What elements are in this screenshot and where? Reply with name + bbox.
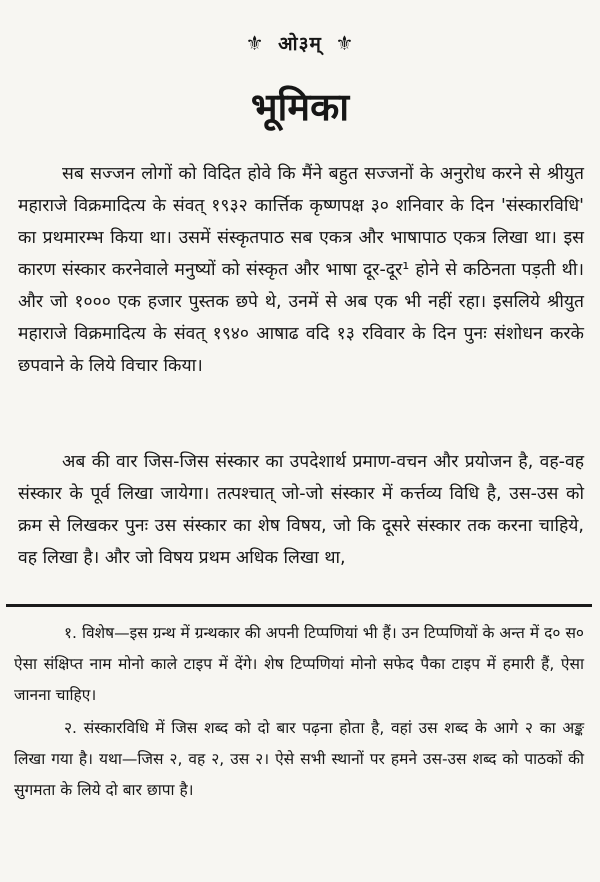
footnote-divider — [6, 604, 592, 607]
body-paragraph-2: अब की वार जिस-जिस संस्कार का उपदेशार्थ प्रमाण-वचन और प्रयोजन है, वह-वह संस्कार के पूर्व लिखा जायेगा। तत्पश्चात् जो-जो संस्कार में कर्त्तव्य विधि है, उस-उस को क्रम से लिखकर पुनः उस संस्कार का शेष विषय, जो कि दूसरे संस्कार तक करना चाहिये, वह लिखा है। और जो विषय प्रथम अधिक लिखा था, — [18, 452, 584, 568]
footnote-2: २. संस्कारविधि में जिस शब्द को दो बार पढ़ना होता है, वहां उस शब्द के आगे २ का अङ्क लिखा गया है। यथा—जिस २, वह २, उस २। ऐसे सभी स्थानों पर हमने उस-उस शब्द को पाठकों की सुगमता के लिये दो बार छापा है। — [14, 719, 584, 799]
fleur-de-lis-right-icon: ⚜ — [335, 31, 355, 55]
page-title: भूमिका — [250, 85, 350, 129]
fleur-de-lis-left-icon: ⚜ — [245, 31, 265, 55]
footnote-1: १. विशेष—इस ग्रन्थ में ग्रन्थकार की अपनी टिप्पणियां भी हैं। उन टिप्पणियों के अन्त में द० स० ऐसा संक्षिप्त नाम मोनो काले टाइप में देंगे। शेष टिप्पणियां मोनो सफेद पैका टाइप में हमारी हैं, ऐसा जानना चाहिए। — [14, 624, 584, 704]
body-paragraph-1: सब सज्जन लोगों को विदित होवे कि मैंने बहुत सज्जनों के अनुरोध करने से श्रीयुत महाराजे विक्रमादित्य के संवत् १९३२ कार्त्तिक कृष्णपक्ष ३० शनिवार के दिन 'संस्कारविधि' का प्रथमारम्भ किया था। उसमें संस्कृतपाठ सब एकत्र और भाषापाठ एकत्र लिखा था। इस कारण संस्कार करनेवाले मनुष्यों को संस्कृत और भाषा दूर-दूर¹ होने से कठिनता पड़ती थी। और जो १००० एक हजार पुस्तक छपे थे, उनमें से अब एक भी नहीं रहा। इसलिये श्रीयुत महाराजे विक्रमादित्य के संवत् १९४० आषाढ वदि १३ रविवार के दिन पुनः संशोधन करके छपवाने के लिये विचार किया। — [18, 164, 584, 376]
om-header — [0, 30, 600, 56]
om-text: ओ३म् — [278, 33, 322, 55]
